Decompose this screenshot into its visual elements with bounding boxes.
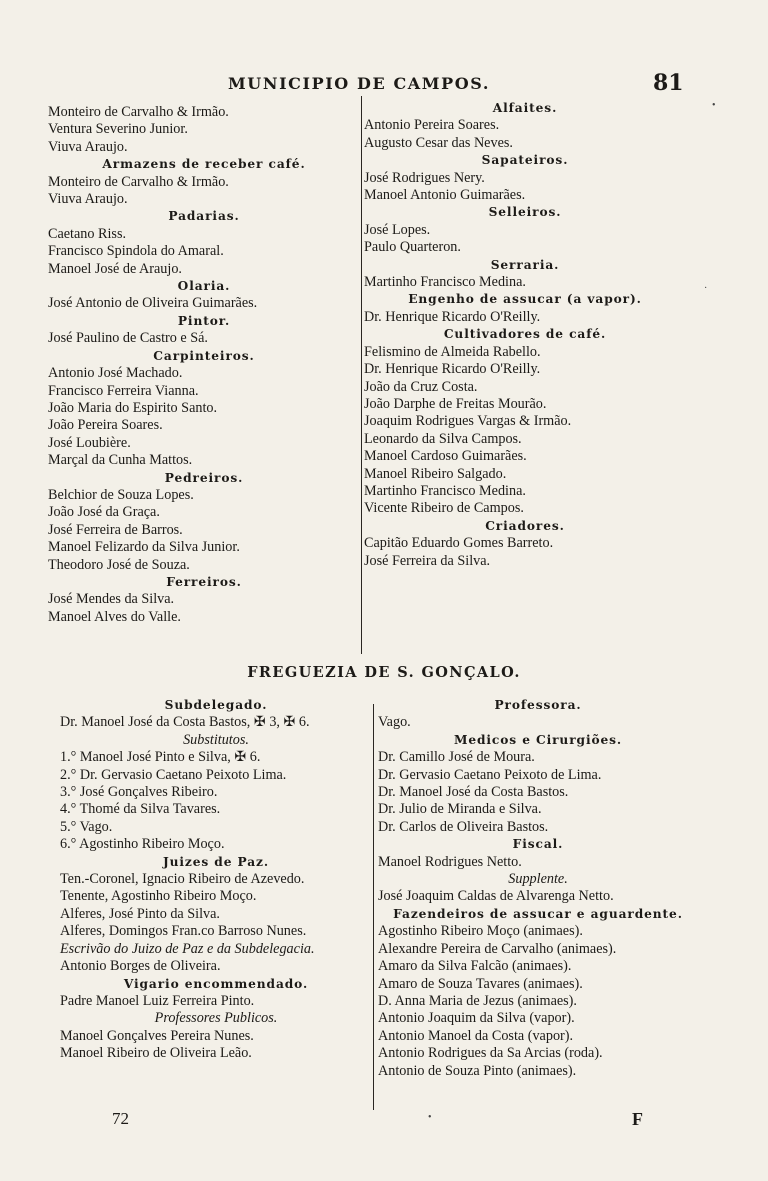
list-entry: José Lopes. xyxy=(364,221,431,238)
list-entry: Manoel Ribeiro de Oliveira Leão. xyxy=(60,1045,252,1062)
list-entry: José Paulino de Castro e Sá. xyxy=(48,330,208,347)
section-heading: Pintor. xyxy=(177,313,231,328)
list-entry: José Rodrigues Nery. xyxy=(364,169,485,186)
list-entry: 1.° Manoel José Pinto e Silva, ✠ 6. xyxy=(60,749,261,766)
signature-mark: 72 xyxy=(112,1109,129,1128)
section-heading: Engenho de assucar (a vapor). xyxy=(408,292,642,307)
list-entry: Viuva Araujo. xyxy=(48,138,128,155)
list-entry: Dr. Gervasio Caetano Peixoto de Lima. xyxy=(378,766,602,783)
list-entry: Dr. Manoel José da Costa Bastos, ✠ 3, ✠ 6. xyxy=(60,714,310,731)
list-entry: Escrivão do Juizo de Paz e da Subdelegacia. xyxy=(60,940,315,957)
list-entry: 6.° Agostinho Ribeiro Moço. xyxy=(60,836,225,853)
section-heading: Alfaites. xyxy=(492,101,558,115)
section-heading: Professora. xyxy=(494,698,582,712)
upper-right-column xyxy=(364,100,686,570)
list-entry: Marçal da Cunha Mattos. xyxy=(48,452,193,469)
list-entry: Augusto Cesar das Neves. xyxy=(364,134,513,151)
list-entry: Alferes, José Pinto da Silva. xyxy=(60,905,220,922)
column-divider-upper xyxy=(361,96,362,654)
list-entry: João Maria do Espirito Santo. xyxy=(48,399,218,416)
list-entry: Vago. xyxy=(378,714,411,731)
list-entry: Manoel Felizardo da Silva Junior. xyxy=(48,539,240,556)
list-entry: João da Cruz Costa. xyxy=(364,378,478,395)
list-entry: Tenente, Agostinho Ribeiro Moço. xyxy=(60,888,257,905)
section-heading: Pedreiros. xyxy=(164,470,244,485)
section-heading: Substitutos. xyxy=(183,731,249,748)
ink-speck: · xyxy=(704,283,708,294)
list-entry: Manoel José de Araujo. xyxy=(48,260,182,277)
list-entry: Manoel Cardoso Guimarães. xyxy=(364,448,527,465)
section-heading: Fazendeiros de assucar e aguardente. xyxy=(393,906,683,921)
list-entry: Leonardo da Silva Campos. xyxy=(364,430,522,447)
list-entry: José Ferreira de Barros. xyxy=(48,521,183,538)
list-entry: Vicente Ribeiro de Campos. xyxy=(364,500,524,517)
section-title: FREGUEZIA DE S. GONÇALO. xyxy=(247,664,521,681)
section-heading: Medicos e Cirurgiões. xyxy=(453,732,623,747)
list-entry: José Loubière. xyxy=(48,434,131,451)
section-heading: Padarias. xyxy=(168,209,240,224)
list-entry: Dr. Henrique Ricardo O'Reilly. xyxy=(364,308,541,325)
list-entry: Manoel Gonçalves Pereira Nunes. xyxy=(60,1027,254,1044)
list-entry: Ventura Severino Junior. xyxy=(48,121,188,138)
list-entry: Agostinho Ribeiro Moço (animaes). xyxy=(378,923,583,940)
list-entry: João Darphe de Freitas Mourão. xyxy=(364,395,547,412)
section-heading: Ferreiros. xyxy=(166,574,242,589)
list-entry: Antonio Rodrigues da Sa Arcias (roda). xyxy=(378,1045,603,1062)
list-entry: Padre Manoel Luiz Ferreira Pinto. xyxy=(60,992,255,1009)
list-entry: Manoel Alves do Valle. xyxy=(48,608,181,625)
ink-speck: • xyxy=(428,1112,432,1123)
section-heading: Olaria. xyxy=(177,279,231,294)
list-entry: Alexandre Pereira de Carvalho (animaes). xyxy=(378,940,617,957)
list-entry: Martinho Francisco Medina. xyxy=(364,274,526,291)
upper-left-column xyxy=(48,104,360,626)
section-heading: Serraria. xyxy=(490,257,560,272)
list-entry: Antonio José Machado. xyxy=(48,365,183,382)
list-entry: 5.° Vago. xyxy=(60,818,113,835)
list-entry: Martinho Francisco Medina. xyxy=(364,482,526,499)
list-entry: Antonio Manoel da Costa (vapor). xyxy=(378,1027,574,1044)
list-entry: Belchior de Souza Lopes. xyxy=(48,486,194,503)
list-entry: Paulo Quarteron. xyxy=(364,239,461,256)
page-header xyxy=(0,70,768,98)
list-entry: Antonio de Souza Pinto (animaes). xyxy=(378,1062,577,1079)
section-heading: Selleiros. xyxy=(488,205,562,220)
list-entry: Antonio Joaquim da Silva (vapor). xyxy=(378,1010,575,1027)
section-heading: Sapateiros. xyxy=(481,153,569,168)
list-entry: Antonio Borges de Oliveira. xyxy=(60,958,221,975)
list-entry: Capitão Eduardo Gomes Barreto. xyxy=(364,535,554,552)
list-entry: José Mendes da Silva. xyxy=(48,591,175,608)
list-entry: Dr. Henrique Ricardo O'Reilly. xyxy=(364,361,541,378)
list-entry: Manoel Ribeiro Salgado. xyxy=(364,465,507,482)
section-heading: Fiscal. xyxy=(512,837,564,852)
section-heading: Armazens de receber café. xyxy=(102,157,306,172)
list-entry: Joaquim Rodrigues Vargas & Irmão. xyxy=(364,413,572,430)
list-entry: Antonio Pereira Soares. xyxy=(364,117,500,134)
ink-speck: • xyxy=(712,100,716,111)
list-entry: D. Anna Maria de Jezus (animaes). xyxy=(378,992,577,1009)
lower-right-column xyxy=(378,697,698,1080)
list-entry: Manoel Antonio Guimarães. xyxy=(364,187,526,204)
list-entry: Felismino de Almeida Rabello. xyxy=(364,343,541,360)
column-divider-lower xyxy=(373,704,374,1110)
list-entry: Amaro da Silva Falcão (animaes). xyxy=(378,958,572,975)
list-entry: Dr. Julio de Miranda e Silva. xyxy=(378,801,542,818)
list-entry: Theodoro José de Souza. xyxy=(48,556,190,573)
list-entry: 4.° Thomé da Silva Tavares. xyxy=(60,801,221,818)
list-entry: Francisco Spindola do Amaral. xyxy=(48,243,224,260)
list-entry: Ten.-Coronel, Ignacio Ribeiro de Azevedo. xyxy=(60,871,305,888)
list-entry: Viuva Araujo. xyxy=(48,191,128,208)
list-entry: Manoel Rodrigues Netto. xyxy=(378,853,522,870)
section-heading: Juizes de Paz. xyxy=(162,854,270,869)
section-heading: Cultivadores de café. xyxy=(443,327,607,342)
section-heading: Supplente. xyxy=(508,871,568,888)
list-entry: Dr. Manoel José da Costa Bastos. xyxy=(378,784,569,801)
list-entry: Monteiro de Carvalho & Irmão. xyxy=(48,173,229,190)
gathering-letter: F xyxy=(632,1109,643,1129)
list-entry: João Pereira Soares. xyxy=(48,417,163,434)
page-number: 81 xyxy=(653,70,684,96)
section-heading: Carpinteiros. xyxy=(153,348,255,363)
section-heading: Subdelegado. xyxy=(164,698,268,712)
list-entry: Dr. Camillo José de Moura. xyxy=(378,749,535,766)
section-heading: Professores Publicos. xyxy=(154,1010,278,1027)
section-heading: Criadores. xyxy=(485,518,565,533)
list-entry: Alferes, Domingos Fran.co Barroso Nunes. xyxy=(60,923,307,940)
list-entry: Amaro de Souza Tavares (animaes). xyxy=(378,975,583,992)
list-entry: José Antonio de Oliveira Guimarães. xyxy=(48,295,258,312)
lower-left-column xyxy=(60,697,372,1063)
running-title: MUNICIPIO DE CAMPOS. xyxy=(228,74,491,93)
list-entry: Dr. Carlos de Oliveira Bastos. xyxy=(378,818,549,835)
list-entry: Caetano Riss. xyxy=(48,225,127,242)
list-entry: 2.° Dr. Gervasio Caetano Peixoto Lima. xyxy=(60,766,287,783)
list-entry: 3.° José Gonçalves Ribeiro. xyxy=(60,784,218,801)
list-entry: José Joaquim Caldas de Alvarenga Netto. xyxy=(378,888,614,905)
list-entry: José Ferreira da Silva. xyxy=(364,552,491,569)
list-entry: Francisco Ferreira Vianna. xyxy=(48,382,199,399)
section-heading: Vigario encommendado. xyxy=(123,976,309,991)
list-entry: João José da Graça. xyxy=(48,504,160,521)
list-entry: Monteiro de Carvalho & Irmão. xyxy=(48,104,229,120)
